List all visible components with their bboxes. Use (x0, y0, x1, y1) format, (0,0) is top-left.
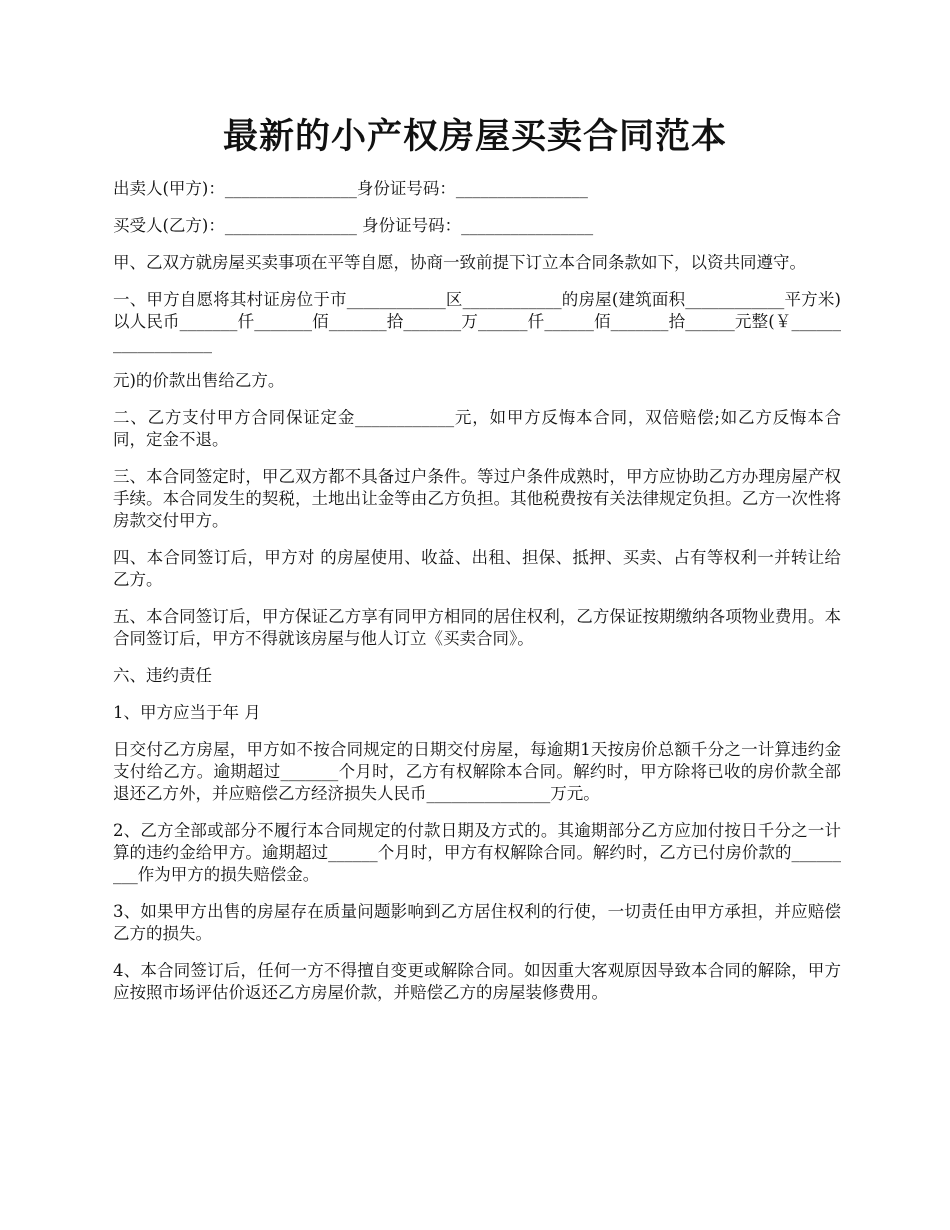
document-title: 最新的小产权房屋买卖合同范本 (222, 116, 727, 157)
paragraph-clause-1: 一、甲方自愿将其村证房位于市____________区____________的房屋(建筑面积____________平方米)以人民币_______仟_______佰_______拾_______万______仟______佰_______拾______元整(￥__________________ (113, 290, 841, 353)
paragraph-clause-5: 五、本合同签订后，甲方保证乙方享有同甲方相同的居住权利，乙方保证按期缴纳各项物业费用。本合同签订后，甲方不得就该房屋与他人订立《买卖合同》。 (113, 607, 841, 648)
paragraph-liability-4: 4、本合同签订后，任何一方不得擅自变更或解除合同。如因重大客观原因导致本合同的解除，甲方应按照市场评估价返还乙方房屋价款，并赔偿乙方的房屋装修费用。 (113, 961, 841, 1002)
paragraph-liability-3: 3、如果甲方出售的房屋存在质量问题影响到乙方居住权利的行使，一切责任由甲方承担，并应赔偿乙方的损失。 (113, 902, 841, 943)
document-body (113, 178, 841, 1019)
paragraph-clause-4: 四、本合同签订后，甲方对 的房屋使用、收益、出租、担保、抵押、买卖、占有等权利一并转让给乙方。 (113, 548, 841, 589)
paragraph-clause-6-heading: 六、违约责任 (113, 666, 212, 685)
paragraph-liability-1: 1、甲方应当于年 月 (113, 703, 261, 722)
paragraph-clause-2: 二、乙方支付甲方合同保证定金____________元，如甲方反悔本合同，双倍赔偿;如乙方反悔本合同，定金不退。 (113, 408, 841, 449)
paragraph-clause-1-cont: 元)的价款出售给乙方。 (113, 371, 285, 390)
paragraph-clause-3: 三、本合同签定时，甲乙双方都不具备过户条件。等过户条件成熟时，甲方应协助乙方办理房屋产权手续。本合同发生的契税，土地出让金等由乙方负担。其他税费按有关法律规定负担。乙方一次性将房款交付甲方。 (113, 467, 841, 530)
paragraph-preamble: 甲、乙双方就房屋买卖事项在平等自愿，协商一致前提下订立本合同条款如下，以资共同遵守。 (113, 253, 806, 272)
paragraph-liability-1-cont: 日交付乙方房屋，甲方如不按合同规定的日期交付房屋，每逾期1天按房价总额千分之一计算违约金支付给乙方。逾期超过_______个月时，乙方有权解除本合同。解约时，甲方除将已收的房价款全部退还乙方外，并应赔偿乙方经济损失人民币_______________万元。 (113, 740, 841, 803)
paragraph-buyer: 买受人(乙方)：________________ 身份证号码：________________ (113, 216, 594, 235)
paragraph-seller: 出卖人(甲方)：________________身份证号码：________________ (113, 179, 588, 198)
paragraph-liability-2: 2、乙方全部或部分不履行本合同规定的付款日期及方式的。其逾期部分乙方应加付按日千分之一计算的违约金给甲方。逾期超过______个月时，甲方有权解除合同。解约时，乙方已付房价款的_________作为甲方的损失赔偿金。 (113, 821, 841, 884)
